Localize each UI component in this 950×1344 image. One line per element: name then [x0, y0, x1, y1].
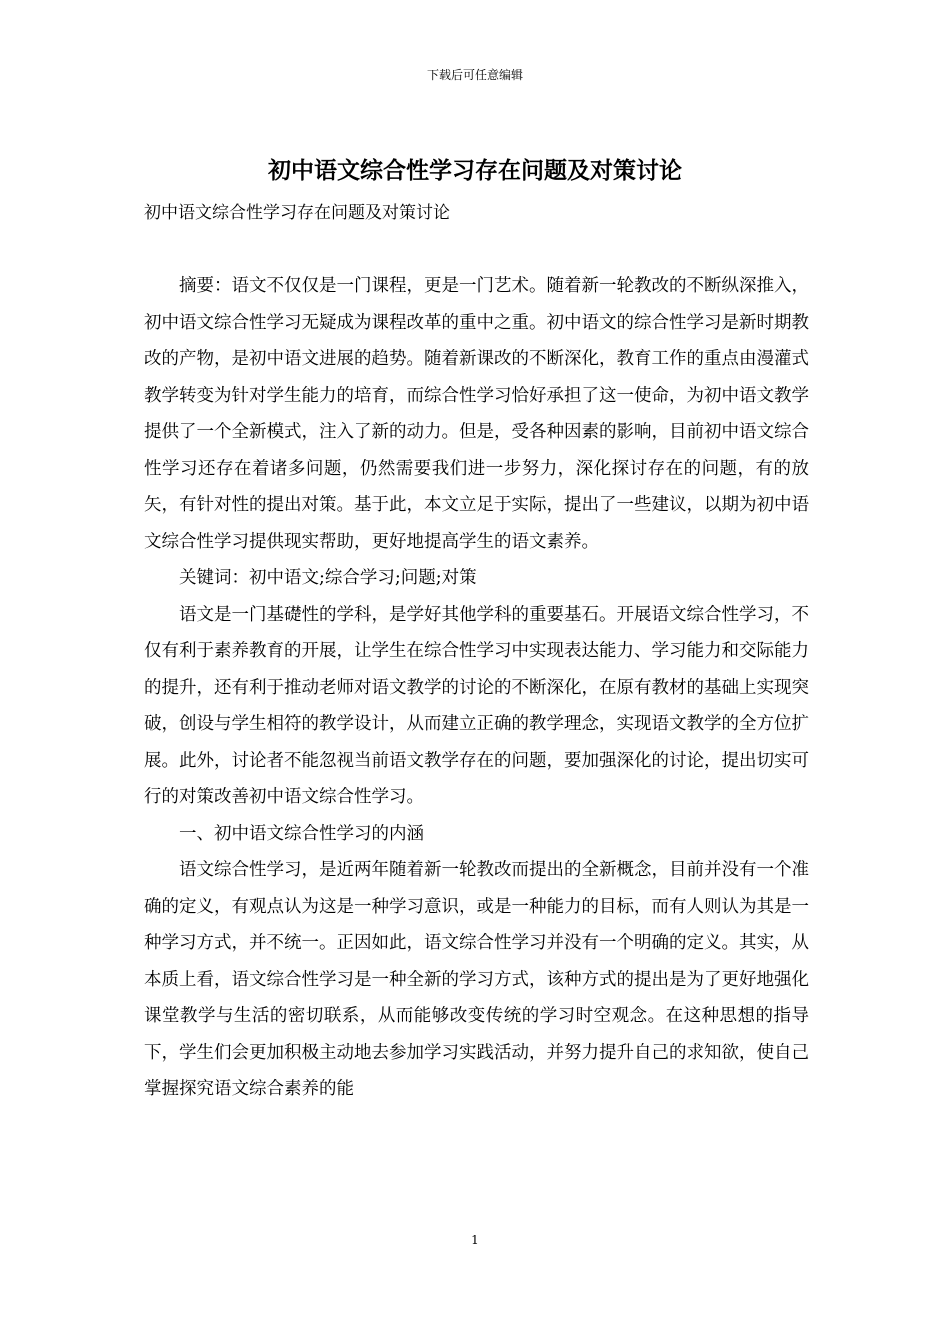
keywords-paragraph: 关键词：初中语文;综合学习;问题;对策 [179, 568, 477, 588]
document-subtitle: 初中语文综合性学习存在问题及对策讨论 [144, 203, 450, 223]
document-body [144, 268, 809, 1108]
page-number: 1 [471, 1233, 479, 1247]
intro-paragraph: 语文是一门基礎性的学科，是学好其他学科的重要基石。开展语文综合性学习，不仅有利于素养教育的开展，让学生在综合性学习中实现表达能力、学习能力和交际能力的提升，还有利于推动老师对语文教学的讨论的不断深化，在原有教材的基础上实现突破，创设与学生相符的教学设计，从而建立正确的教学理念，实现语文教学的全方位扩展。此外，讨论者不能忽视当前语文教学存在的问题，要加强深化的讨论，提出切实可行的对策改善初中语文综合性学习。 [144, 604, 809, 807]
abstract-paragraph: 摘要：语文不仅仅是一门课程，更是一门艺术。随着新一轮教改的不断纵深推入，初中语文综合性学习无疑成为课程改革的重中之重。初中语文的综合性学习是新时期教改的产物，是初中语文进展的趋势。随着新课改的不断深化，教育工作的重点由漫灌式教学转变为针对学生能力的培育，而综合性学习恰好承担了这一使命，为初中语文教学提供了一个全新模式，注入了新的动力。但是，受各种因素的影响，目前初中语文综合性学习还存在着诸多问题，仍然需要我们进一步努力，深化探讨存在的问题，有的放矢，有针对性的提出对策。基于此，本文立足于实际，提出了一些建议，以期为初中语文综合性学习提供现实帮助，更好地提高学生的语文素养。 [144, 276, 809, 552]
section-heading: 一、初中语文综合性学习的内涵 [179, 823, 424, 844]
document-title: 初中语文综合性学习存在问题及对策讨论 [268, 157, 682, 184]
section-paragraph: 语文综合性学习，是近两年随着新一轮教改而提出的全新概念，目前并没有一个准确的定义，有观点认为这是一种学习意识，或是一种能力的目标，而有人则认为其是一种学习方式，并不统一。正因如此，语文综合性学习并没有一个明确的定义。其实，从本质上看，语文综合性学习是一种全新的学习方式，该种方式的提出是为了更好地强化课堂教学与生活的密切联系，从而能够改变传统的学习时空观念。在这种思想的指导下，学生们会更加积极主动地去参加学习实践活动，并努力提升自己的求知欲，使自己掌握探究语文综合素养的能 [144, 860, 809, 1099]
page-header-note: 下载后可任意编辑 [426, 68, 523, 82]
